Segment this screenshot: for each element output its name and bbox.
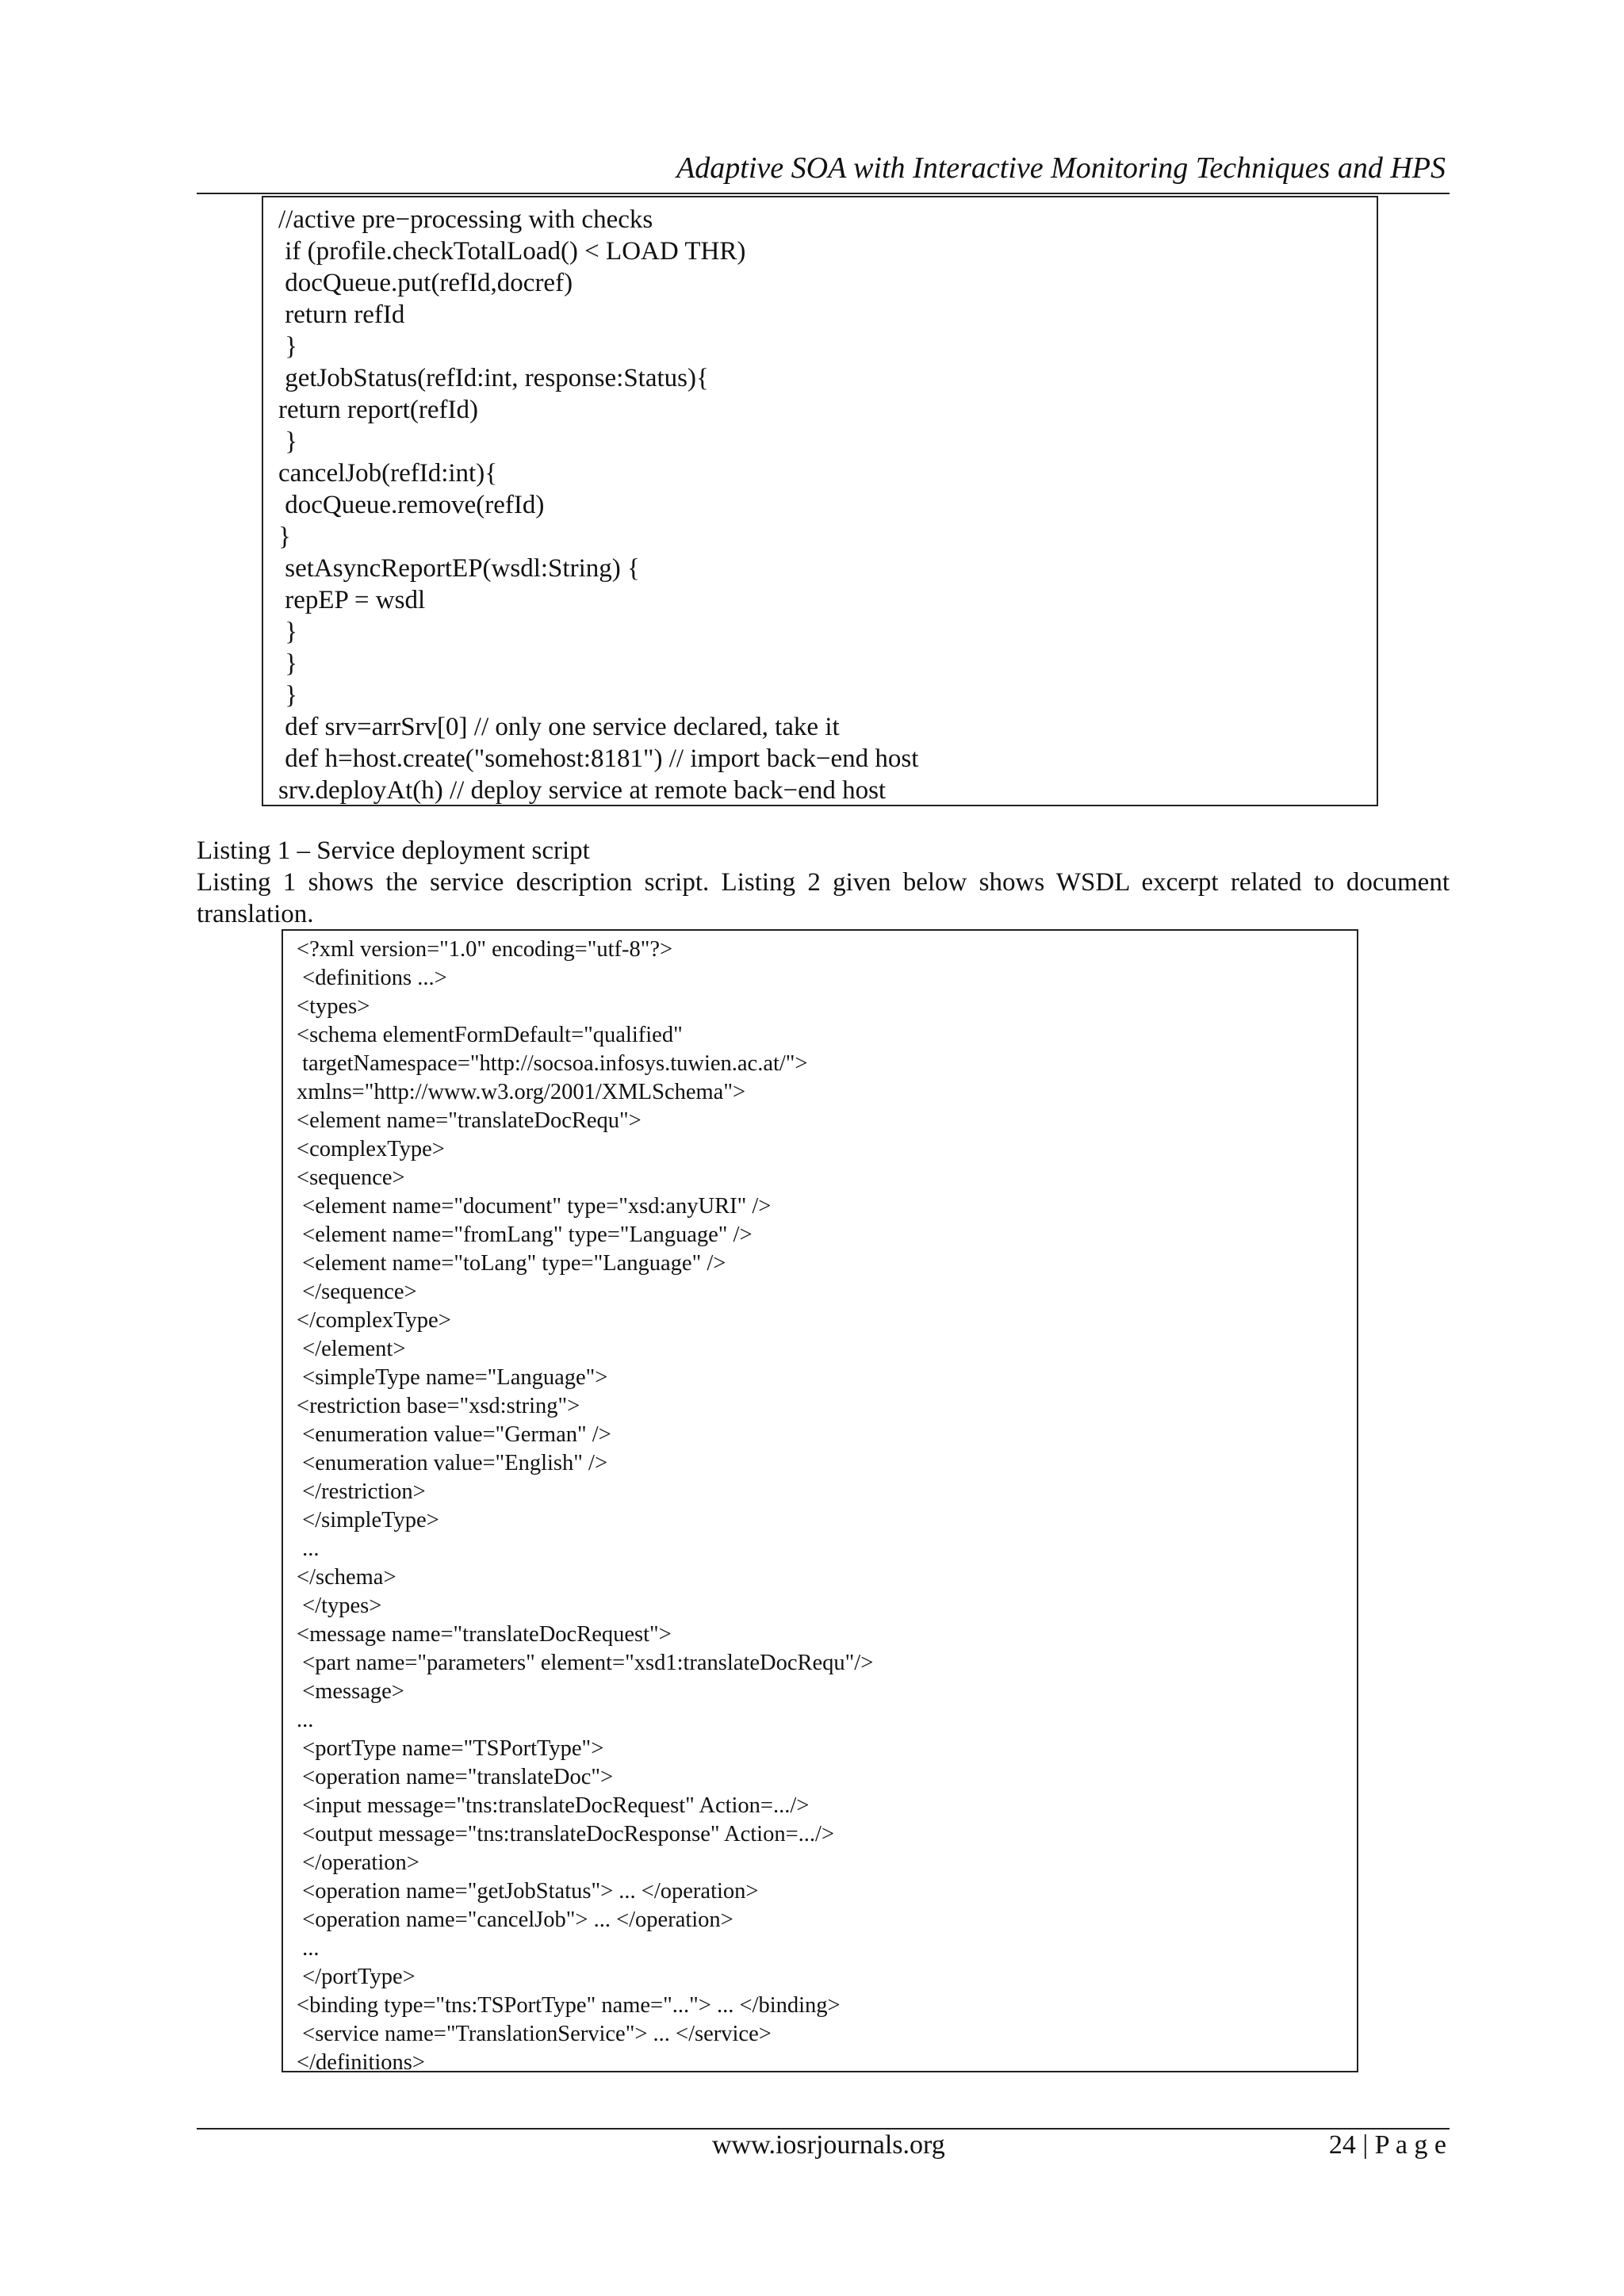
code-line: <message>: [297, 1679, 404, 1704]
code-line: }: [278, 427, 298, 456]
header-rule: [197, 193, 1450, 194]
code-line: <types>: [297, 994, 370, 1019]
code-line: <?xml version="1.0" encoding="utf-8"?>: [297, 937, 673, 962]
code-line: docQueue.put(refId,docref): [278, 269, 573, 297]
code-line: <input message="tns:translateDocRequest" Action=.../>: [297, 1793, 810, 1818]
code-line: <complexType>: [297, 1137, 445, 1161]
code-line: }: [278, 618, 298, 646]
listing-1-code-box: [262, 196, 1378, 806]
code-line: </element>: [297, 1337, 406, 1361]
code-line: <element name="fromLang" type="Language" />: [297, 1223, 753, 1247]
code-line: def h=host.create("somehost:8181") // import back−end host: [278, 744, 919, 773]
code-line: def srv=arrSrv[0] // only one service declared, take it: [278, 713, 840, 741]
code-line: <enumeration value="German" />: [297, 1422, 611, 1447]
code-line: <binding type="tns:TSPortType" name="..."> ... </binding>: [297, 1993, 841, 2018]
code-line: ...: [297, 1936, 320, 1961]
code-line: <output message="tns:translateDocResponse" Action=.../>: [297, 1822, 835, 1846]
code-line: <part name="parameters" element="xsd1:translateDocRequ"/>: [297, 1651, 874, 1675]
code-line: </types>: [297, 1594, 382, 1618]
code-line: }: [278, 649, 298, 678]
footer-website: www.iosrjournals.org: [712, 2130, 945, 2160]
code-line: </restriction>: [297, 1479, 426, 1504]
code-line: ...: [297, 1708, 314, 1732]
code-line: }: [278, 681, 298, 710]
code-line: <service name="TranslationService"> ... </service>: [297, 2022, 772, 2046]
code-line: if (profile.checkTotalLoad() < LOAD THR): [278, 237, 746, 266]
listing-1-caption: Listing 1 – Service deployment script: [197, 836, 590, 865]
footer-rule: [197, 2128, 1450, 2130]
code-line: cancelJob(refId:int){: [278, 459, 498, 488]
code-line: <enumeration value="English" />: [297, 1451, 608, 1475]
code-line: <operation name="cancelJob"> ... </operation>: [297, 1908, 733, 1932]
code-line: <element name="document" type="xsd:anyURI" />: [297, 1194, 772, 1219]
code-line: <sequence>: [297, 1165, 405, 1190]
code-line: }: [278, 332, 298, 361]
code-line: <operation name="getJobStatus"> ... </operation>: [297, 1879, 759, 1904]
code-line: return report(refId): [278, 396, 478, 424]
code-line: docQueue.remove(refId): [278, 491, 545, 519]
body-paragraph: Listing 1 shows the service description script. Listing 2 given below shows WSDL excerpt related to document translation.: [197, 868, 1450, 928]
code-line: getJobStatus(refId:int, response:Status){: [278, 364, 709, 392]
code-line: <portType name="TSPortType">: [297, 1736, 604, 1761]
code-line: </operation>: [297, 1850, 419, 1875]
running-header-title: Adaptive SOA with Interactive Monitoring Techniques and HPS: [676, 151, 1446, 185]
code-line: </simpleType>: [297, 1508, 439, 1533]
code-line: </portType>: [297, 1965, 416, 1989]
code-line: </complexType>: [297, 1308, 451, 1333]
code-line: repEP = wsdl: [278, 586, 426, 614]
code-line: <operation name="translateDoc">: [297, 1765, 614, 1789]
code-line: <element name="toLang" type="Language" />: [297, 1251, 726, 1276]
code-line: xmlns="http://www.w3.org/2001/XMLSchema">: [297, 1080, 746, 1104]
code-line: </sequence>: [297, 1280, 417, 1304]
footer-page-number: 24 | P a g e: [1328, 2130, 1446, 2160]
code-line: }: [278, 522, 291, 551]
code-line: <simpleType name="Language">: [297, 1365, 608, 1390]
code-line: //active pre−processing with checks: [278, 205, 653, 234]
code-line: <definitions ...>: [297, 966, 447, 990]
code-line: <message name="translateDocRequest">: [297, 1622, 672, 1647]
code-line: <schema elementFormDefault="qualified": [297, 1023, 683, 1047]
listing-2-code-box: [282, 929, 1358, 2075]
code-line: </schema>: [297, 1565, 396, 1590]
code-line: <element name="translateDocRequ">: [297, 1108, 642, 1133]
code-line: ...: [297, 1536, 320, 1561]
code-line: setAsyncReportEP(wsdl:String) {: [278, 554, 640, 583]
code-line: return refId: [278, 300, 405, 329]
code-line: </definitions>: [297, 2050, 425, 2075]
code-line: targetNamespace="http://socsoa.infosys.tuwien.ac.at/">: [297, 1051, 808, 1076]
code-line: <restriction base="xsd:string">: [297, 1394, 580, 1418]
code-line: srv.deployAt(h) // deploy service at remote back−end host: [278, 776, 887, 805]
